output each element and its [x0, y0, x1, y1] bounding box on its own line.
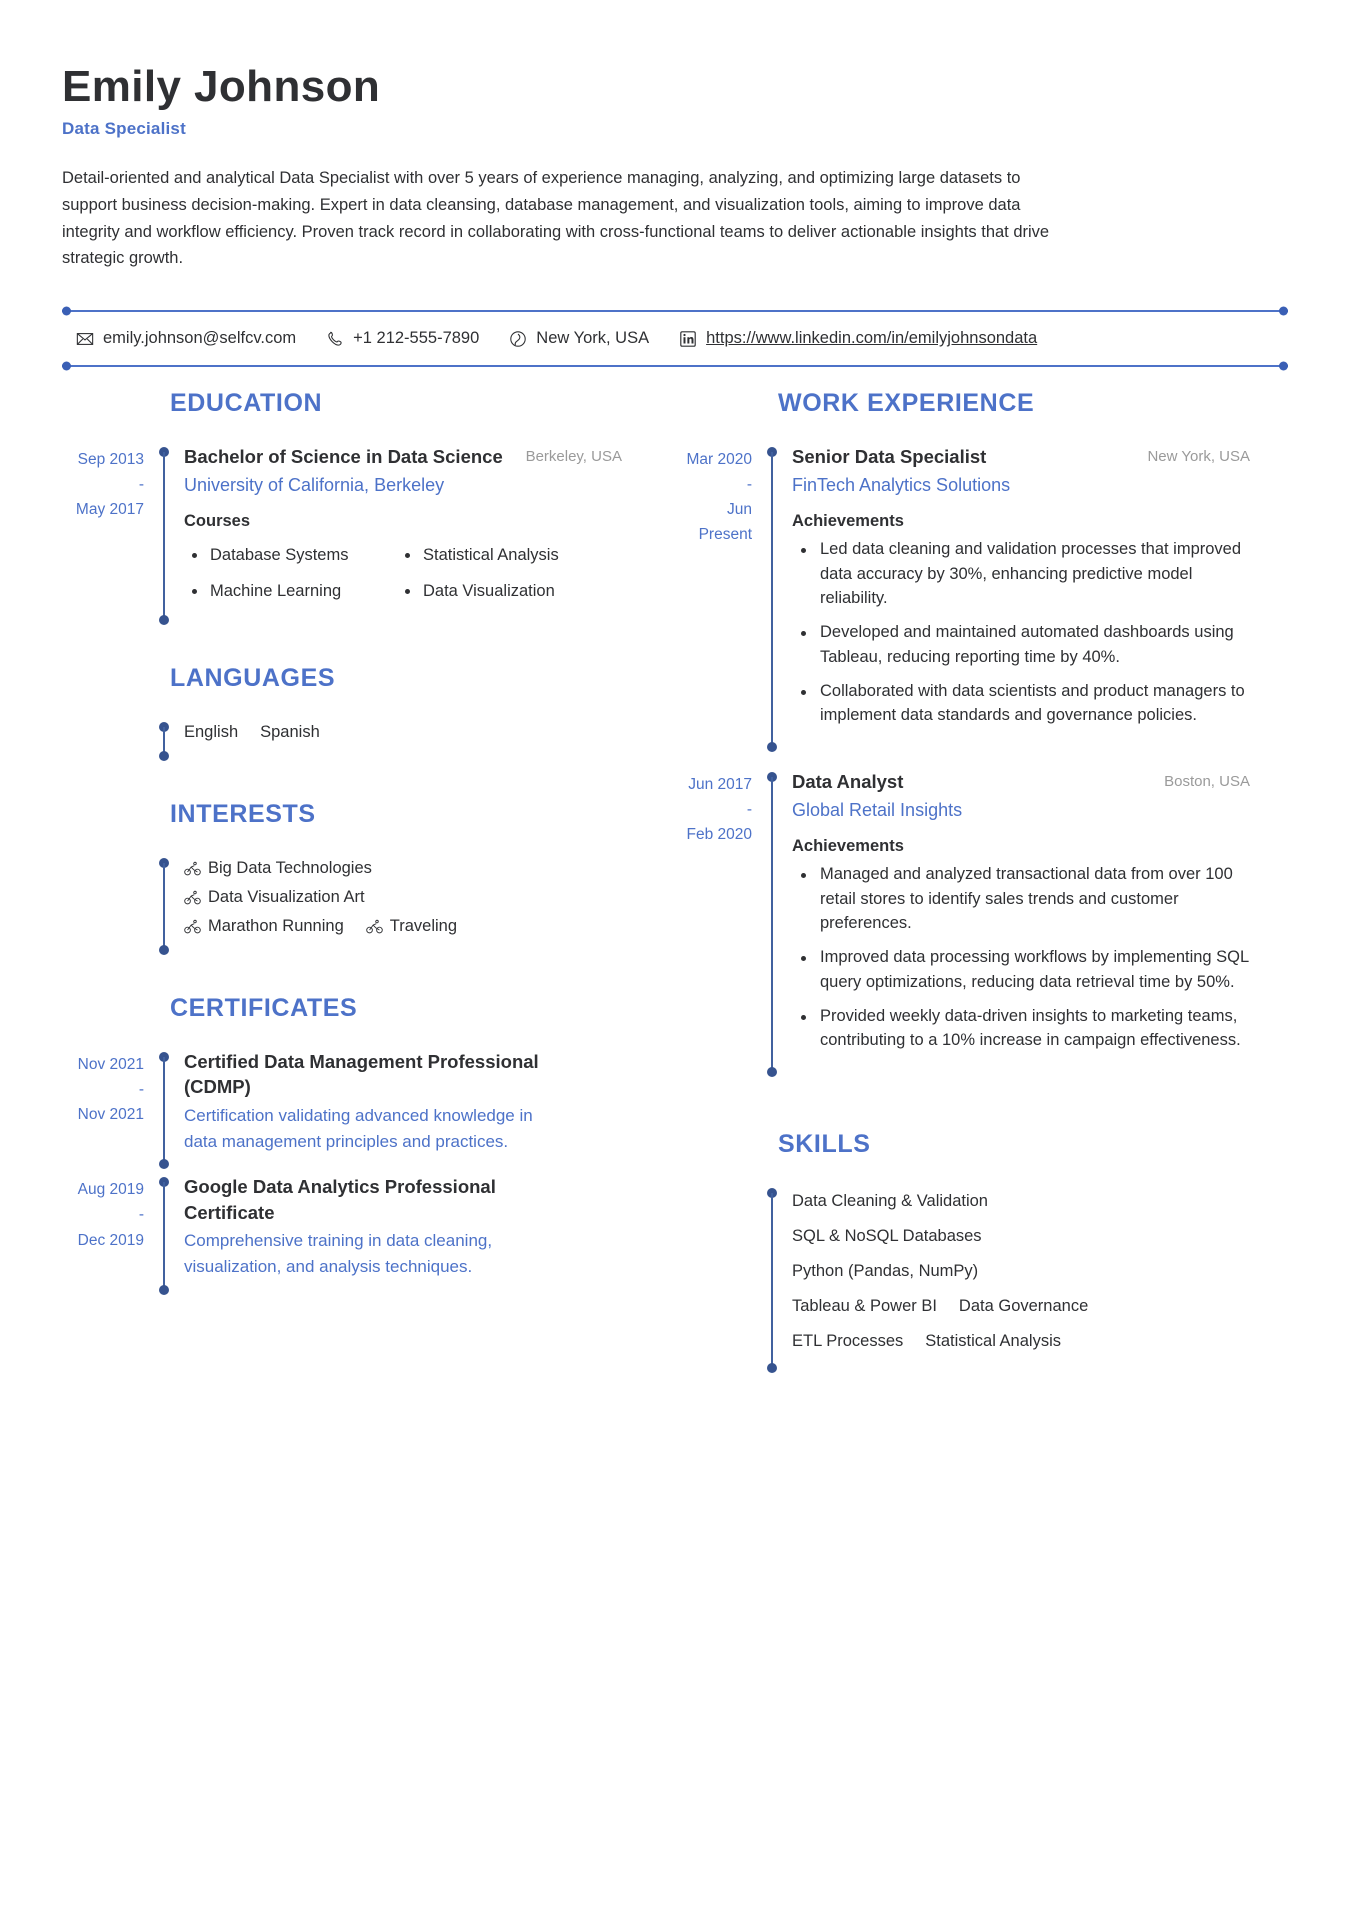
work-timeline [766, 444, 778, 753]
skill-label: Tableau & Power BI [792, 1297, 937, 1316]
contact-items [62, 312, 1288, 365]
contact-location [509, 329, 649, 348]
bicycle-icon [184, 919, 201, 934]
skill-item [792, 1220, 1192, 1253]
skill-item [792, 1325, 903, 1358]
education-heading [184, 444, 622, 470]
certificate-title: Google Data Analytics Professional Certificate [184, 1176, 496, 1223]
work-date-dash: - [746, 476, 752, 494]
interest-item [184, 884, 564, 911]
spacer [62, 630, 622, 664]
timeline-bar [771, 777, 773, 1072]
contact-location-text: New York, USA [536, 329, 650, 348]
skill-label: SQL & NoSQL Databases [792, 1227, 982, 1246]
section-title-work-experience: WORK EXPERIENCE [778, 389, 1035, 418]
achievement-item: Provided weekly data-driven insights to marketing teams, contributing to a 10% increase in campaign effectiveness. [792, 1004, 1250, 1054]
contact-linkedin[interactable] [679, 329, 1037, 348]
right-column [670, 389, 1250, 1378]
education-dates [62, 444, 158, 626]
interests-entry [62, 855, 622, 956]
contact-phone[interactable] [326, 329, 479, 348]
interests-list [184, 855, 564, 940]
timeline-dot-bottom [159, 945, 169, 955]
spacer [670, 757, 1250, 769]
certificate-entry [62, 1049, 622, 1171]
achievements-label: Achievements [792, 511, 904, 530]
certificate-entry [62, 1174, 622, 1296]
timeline-bar [163, 1182, 165, 1290]
language-item [260, 719, 320, 746]
bicycle-icon [366, 919, 383, 934]
language-label: Spanish [260, 722, 320, 741]
section-skills [670, 1130, 1250, 1374]
certificate-date-dash: - [138, 1080, 144, 1098]
skill-label: Statistical Analysis [925, 1332, 1061, 1351]
education-location: Berkeley, USA [525, 448, 622, 466]
interest-label: Traveling [389, 916, 458, 935]
skills-entry [670, 1185, 1250, 1374]
contact-linkedin-text: https://www.linkedin.com/in/emilyjohnsondata [706, 329, 1038, 348]
certificate-dates [62, 1174, 158, 1296]
achievement-item: Improved data processing workflows by implementing SQL query optimizations, reducing data retrieval time by 50%. [792, 945, 1250, 995]
section-interests [62, 800, 622, 956]
timeline-dot-bottom [767, 1363, 777, 1373]
timeline-dot-bottom [159, 751, 169, 761]
work-dates [670, 444, 766, 753]
interests-dates-spacer [62, 855, 158, 956]
skill-item [925, 1325, 1061, 1358]
certificate-date-end: Nov 2021 [77, 1105, 144, 1123]
skills-content [792, 1185, 1250, 1374]
interest-item [366, 913, 457, 940]
achievements-label: Achievements [792, 836, 904, 855]
timeline-dot-bottom [767, 1067, 777, 1077]
work-date-end: Feb 2020 [686, 826, 752, 844]
education-degree: Bachelor of Science in Data Science [184, 446, 503, 468]
email-icon [76, 330, 94, 348]
resume-header [62, 62, 1288, 272]
languages-entry [62, 719, 622, 762]
work-achievements [792, 862, 1250, 1053]
timeline-dot-bottom [159, 1159, 169, 1169]
work-job-title: Data Analyst [792, 771, 904, 793]
certificate-date-start: Nov 2021 [77, 1055, 144, 1073]
achievement-item: Developed and maintained automated dashboards using Tableau, reducing reporting time by 40%. [792, 620, 1250, 670]
section-title-interests: INTERESTS [170, 799, 316, 828]
certificate-date-dash: - [138, 1206, 144, 1224]
work-content [792, 444, 1250, 753]
skill-label: Data Cleaning & Validation [792, 1192, 988, 1211]
interest-label: Data Visualization Art [208, 887, 365, 906]
section-certificates [62, 994, 622, 1296]
interest-label: Big Data Technologies [208, 858, 372, 877]
courses-label: Courses [184, 511, 251, 530]
work-date-dash: - [746, 801, 752, 819]
work-entry [670, 769, 1250, 1078]
education-date-dash: - [138, 476, 144, 494]
candidate-role: Data Specialist [62, 119, 186, 139]
phone-icon [326, 330, 344, 348]
work-date-start: Jun 2017 [688, 776, 752, 794]
interest-item [184, 913, 344, 940]
work-entry [670, 444, 1250, 753]
course-item: Statistical Analysis [397, 537, 604, 573]
education-entry [62, 444, 622, 626]
interests-content [184, 855, 622, 956]
section-work-experience [670, 389, 1250, 1078]
languages-content [184, 719, 622, 762]
work-location: Boston, USA [1164, 773, 1250, 791]
location-pin-icon [509, 330, 527, 348]
contact-bar [62, 296, 1288, 377]
achievement-item: Led data cleaning and validation processes that improved data accuracy by 30%, enhancing predictive model reliability. [792, 537, 1250, 611]
certificate-date-start: Aug 2019 [77, 1181, 144, 1199]
contact-rule-top [62, 310, 1288, 312]
contact-rule-bottom [62, 365, 1288, 367]
certificate-timeline [158, 1049, 170, 1171]
skill-item [792, 1290, 937, 1323]
course-item: Machine Learning [184, 573, 391, 609]
certificate-title: Certified Data Management Professional (CDMP) [184, 1050, 539, 1098]
work-heading [792, 444, 1250, 470]
skill-label: Python (Pandas, NumPy) [792, 1262, 979, 1281]
work-dates [670, 769, 766, 1078]
work-content [792, 769, 1250, 1078]
courses-list [184, 537, 604, 610]
timeline-bar [163, 863, 165, 950]
skills-dates-spacer [670, 1185, 766, 1374]
linkedin-icon [679, 330, 697, 348]
work-date-start: Mar 2020 [686, 451, 752, 469]
work-company: Global Retail Insights [792, 799, 963, 820]
contact-email-text: emily.johnson@selfcv.com [103, 329, 297, 348]
section-title-education: EDUCATION [170, 389, 323, 418]
education-timeline [158, 444, 170, 626]
course-item: Data Visualization [397, 573, 604, 609]
skill-item [959, 1290, 1088, 1323]
course-item: Database Systems [184, 537, 391, 573]
professional-summary: Detail-oriented and analytical Data Specialist with over 5 years of experience managing, analyzing, and optimizing large datasets to support business decision-making. Expert in data cleansing, database management, and visualization tools, aiming to improve data integrity and workflow efficiency. Proven track record in collaborating with cross-functional teams to deliver actionable insights that drive strategic growth. [62, 169, 1050, 268]
contact-phone-text: +1 212-555-7890 [353, 329, 480, 348]
certificate-dates [62, 1049, 158, 1171]
contact-email[interactable] [76, 329, 296, 348]
certificate-description: Comprehensive training in data cleaning, visualization, and analysis techniques. [184, 1231, 493, 1277]
skill-label: Data Governance [958, 1297, 1089, 1316]
resume-body [62, 389, 1288, 1378]
education-date-end: May 2017 [75, 501, 144, 519]
languages-list [184, 719, 584, 746]
timeline-bar [163, 1057, 165, 1165]
interest-item [184, 855, 564, 882]
timeline-bar [163, 452, 165, 620]
bicycle-icon [184, 890, 201, 905]
languages-timeline [158, 719, 170, 762]
timeline-dot-bottom [159, 1285, 169, 1295]
interests-timeline [158, 855, 170, 956]
certificate-description: Certification validating advanced knowledge in data management principles and practices. [184, 1105, 533, 1151]
skills-list [792, 1185, 1192, 1358]
spacer [670, 1082, 1250, 1130]
spacer [62, 960, 622, 994]
skill-item [792, 1185, 1192, 1218]
work-company: FinTech Analytics Solutions [792, 474, 1011, 495]
work-job-title: Senior Data Specialist [792, 446, 987, 468]
timeline-dot-bottom [159, 615, 169, 625]
timeline-bar [771, 1193, 773, 1368]
timeline-dot-bottom [767, 742, 777, 752]
language-label: English [184, 722, 239, 741]
certificate-date-end: Dec 2019 [77, 1231, 144, 1249]
spacer [62, 766, 622, 800]
work-heading [792, 769, 1250, 795]
work-achievements [792, 537, 1250, 728]
section-title-certificates: CERTIFICATES [170, 993, 358, 1022]
skills-timeline [766, 1185, 778, 1374]
section-languages [62, 664, 622, 762]
bicycle-icon [184, 861, 201, 876]
language-item [184, 719, 238, 746]
certificate-content [184, 1049, 622, 1171]
skill-item [792, 1255, 1192, 1288]
work-date-end: Jun Present [698, 501, 752, 544]
timeline-bar [771, 452, 773, 747]
certificate-content [184, 1174, 622, 1296]
education-date-start: Sep 2013 [77, 451, 144, 469]
section-title-skills: SKILLS [778, 1130, 871, 1159]
candidate-name: Emily Johnson [62, 62, 381, 111]
section-education [62, 389, 622, 626]
section-title-languages: LANGUAGES [170, 663, 336, 692]
left-column [62, 389, 622, 1300]
interest-label: Marathon Running [208, 916, 344, 935]
languages-dates-spacer [62, 719, 158, 762]
education-content [184, 444, 622, 626]
achievement-item: Collaborated with data scientists and product managers to implement data standards and governance policies. [792, 679, 1250, 729]
certificate-timeline [158, 1174, 170, 1296]
work-location: New York, USA [1147, 448, 1250, 466]
achievement-item: Managed and analyzed transactional data from over 100 retail stores to identify sales trends and customer preferences. [792, 862, 1250, 936]
skill-label: ETL Processes [792, 1332, 904, 1351]
work-timeline [766, 769, 778, 1078]
education-school: University of California, Berkeley [184, 474, 445, 495]
